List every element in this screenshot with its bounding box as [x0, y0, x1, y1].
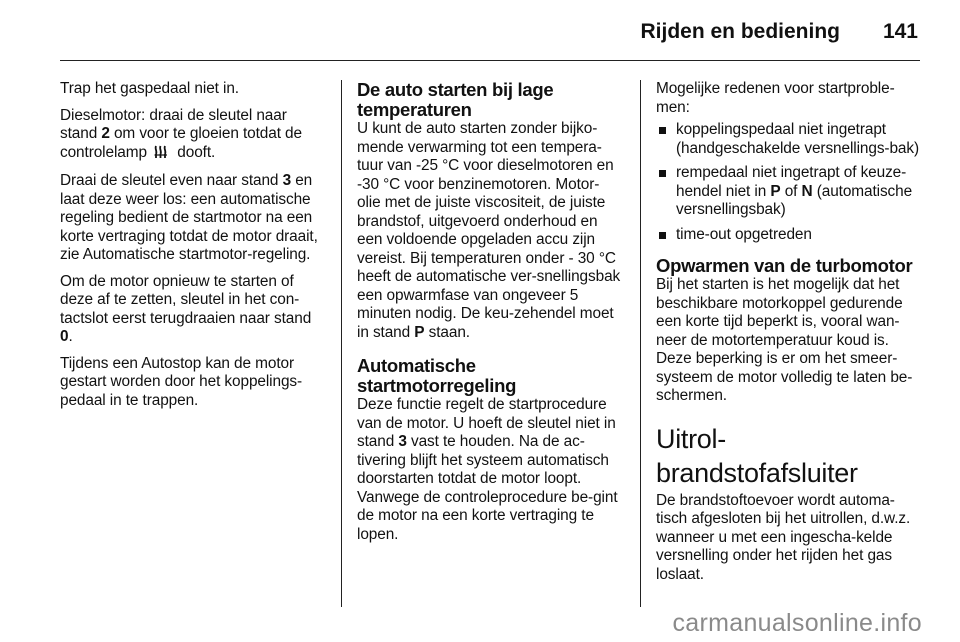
column-middle [357, 80, 622, 552]
page-header-title: Rijden en bediening [640, 20, 840, 43]
text: . [68, 328, 73, 345]
key-position: 3 [398, 433, 407, 450]
square-bullet-icon [659, 170, 666, 177]
text: U kunt de auto starten zonder bijko-mende verwarming tot een tempera-tuur van -25 °C voor dieselmotoren en -30 °C voor benzinemotoren. Motor-olie met de juiste viscositeit, de juiste brandstof, uitgevoerd onderhoud en een voldoende opgeladen accu zijn vereist. Bij temperaturen onder - 30 °C heeft de automatische ver-snellingsbak een opwarmfase van ongeveer 5 minuten nodig. De keu-zehendel moet in stand [357, 120, 621, 341]
paragraph-autostop: Tijdens een Autostop kan de motor gestart worden door het koppelings-pedaal in te trappen. [60, 354, 303, 409]
text: rempedaal niet ingetrapt of keuze-hendel niet in [676, 164, 907, 200]
heading-lage-temperaturen: De auto starten bij lage temperaturen [357, 79, 554, 120]
text: dooft. [173, 143, 216, 161]
square-bullet-icon [659, 232, 666, 239]
text: (automatische versnellingsbak) [676, 182, 913, 218]
paragraph-dieselmotor [60, 107, 325, 165]
column-right [656, 80, 921, 592]
list-item [656, 164, 921, 220]
text: om voor te gloeien totdat de controlelamp [60, 125, 302, 161]
heading-turbomotor: Opwarmen van de turbomotor [656, 255, 913, 276]
glow-plug-icon [154, 145, 170, 165]
gear-position: P [770, 182, 781, 200]
key-position: 3 [282, 172, 292, 189]
square-bullet-icon [659, 127, 666, 134]
column-divider-2 [640, 80, 641, 607]
list-item [656, 121, 921, 158]
column-left [60, 80, 325, 418]
column-divider-1 [341, 80, 342, 607]
paragraph-startmotorregeling [357, 396, 622, 544]
paragraph-turbomotor: Bij het starten is het mogelijk dat het beschikbare motorkoppel gedurende een korte tijd beperkt is, vooral wan-neer de motortemperatuur koud is. Deze beperking is er om het smeer-systeem de motor volledig te laten be-schermen. [656, 276, 913, 404]
key-position: 2 [101, 125, 110, 142]
heading-startmotorregeling: Automatische startmotorregeling [357, 355, 517, 396]
text: vast te houden. Na de ac-tivering blijft het systeem automatisch doorstarten totdat de motor loopt. Vanwege de controleprocedure be-gint de motor na een korte vertraging te lopen. [357, 433, 618, 543]
text: Deze functie regelt de startprocedure van de motor. U hoeft de sleutel niet in stand [357, 396, 616, 450]
startproblemen-list [656, 121, 921, 244]
text: Om de motor opnieuw te starten of deze af te zetten, sleutel in het con-tactslot eerst terugdraaien naar stand [60, 272, 312, 327]
text: Dieselmotor: draai de sleutel naar stand [60, 106, 287, 142]
paragraph-startproblemen: Mogelijke redenen voor startproble-men: [656, 80, 895, 116]
paragraph-gaspedaal: Trap het gaspedaal niet in. [60, 80, 239, 97]
gear-position: P [414, 323, 425, 341]
list-item [656, 226, 921, 245]
paragraph-brandstofafsluiter: De brandstoftoevoer wordt automa-tisch afgesloten bij het uitrollen, d.w.z. wanneer u met een ingescha-kelde versnelling onder het rijden het gas loslaat. [656, 491, 911, 583]
text: Draai de sleutel even naar stand [60, 172, 283, 189]
header-divider [60, 60, 920, 61]
paragraph-opnieuw-starten [60, 273, 325, 347]
text: of [780, 182, 802, 200]
gear-position: N [801, 182, 813, 200]
paragraph-lage-temperaturen [357, 120, 622, 342]
text: time-out opgetreden [676, 225, 812, 243]
heading-brandstofafsluiter: Uitrol-brandstofafsluiter [656, 423, 858, 488]
watermark: carmanualsonline.info [672, 609, 922, 637]
paragraph-sleutel-stand-3 [60, 172, 325, 265]
text: staan. [424, 323, 470, 341]
key-position: 0 [60, 328, 69, 345]
page-number: 141 [882, 20, 918, 43]
text: koppelingspedaal niet ingetrapt (handgeschakelde versnellings-bak) [676, 121, 919, 157]
text: en laat deze weer los: een automatische regeling bedient de startmotor na een korte vertraging totdat de motor draait, zie Automatische startmotor-regeling. [60, 172, 318, 263]
